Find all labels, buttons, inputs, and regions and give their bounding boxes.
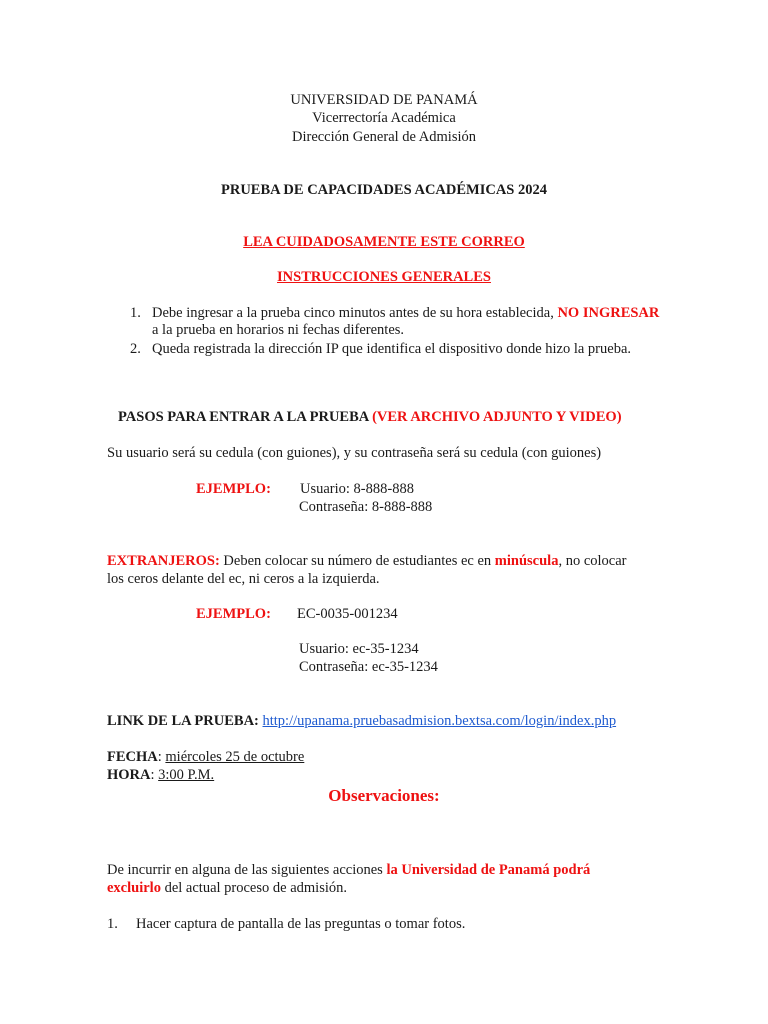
observations-line-1 (107, 862, 590, 879)
example1-contrasena: Contraseña: 8-888-888 (299, 499, 433, 515)
list-item-text: Hacer captura de pantalla de las preguntas o tomar fotos. (136, 916, 466, 932)
foreign-emphasis: minúscula (494, 553, 559, 569)
observations-text-b: del actual proceso de admisión. (164, 880, 347, 896)
test-link-line (107, 713, 616, 730)
time-label: HORA (107, 767, 151, 783)
observations-heading: Observaciones: (328, 786, 440, 805)
test-link-label: LINK DE LA PRUEBA: (107, 713, 259, 729)
steps-note: (VER ARCHIVO ADJUNTO Y VIDEO) (372, 409, 622, 425)
credentials-text: Su usuario será su cedula (con guiones), y su contraseña será su cedula (con guiones) (107, 445, 602, 461)
steps-label: PASOS PARA ENTRAR A LA PRUEBA (118, 409, 369, 425)
example2-usuario: Usuario: ec-35-1234 (299, 641, 419, 657)
observations-text-a: De incurrir en alguna de las siguientes acciones (107, 862, 383, 878)
foreign-text-a: Deben colocar su número de estudiantes ec en (223, 553, 492, 569)
test-link-url[interactable]: http://upanama.pruebasadmision.bextsa.com/login/index.php (262, 713, 617, 729)
list-item-number: 1. (107, 916, 118, 932)
vicerrectoria-name: Vicerrectoría Académica (312, 110, 456, 126)
date-label: FECHA (107, 749, 158, 765)
university-name: UNIVERSIDAD DE PANAMÁ (290, 92, 478, 108)
date-value: miércoles 25 de octubre (165, 749, 305, 765)
steps-heading (118, 409, 622, 426)
foreign-line-1 (107, 553, 627, 570)
example1-usuario: Usuario: 8-888-888 (300, 481, 414, 497)
instruction-emphasis: NO INGRESAR (557, 305, 660, 321)
observations-emphasis-b: excluirlo (107, 880, 161, 896)
example1-label: EJEMPLO: (196, 481, 271, 497)
foreign-line-2: los ceros delante del ec, ni ceros a la izquierda. (107, 571, 380, 587)
example2-label: EJEMPLO: (196, 606, 271, 622)
warning-heading: LEA CUIDADOSAMENTE ESTE CORREO (243, 234, 525, 250)
observations-emphasis-a: la Universidad de Panamá podrá (386, 862, 591, 878)
foreign-text-b: , no colocar (558, 553, 627, 569)
list-item-text (152, 305, 659, 322)
foreign-label: EXTRANJEROS: (107, 553, 220, 569)
observations-line-2 (107, 880, 347, 897)
document-title: PRUEBA DE CAPACIDADES ACADÉMICAS 2024 (220, 182, 547, 198)
instruction-text-b: a la prueba en horarios ni fechas diferentes. (152, 322, 405, 338)
example2-code: EC-0035-001234 (297, 606, 398, 622)
time-value: 3:00 P.M. (158, 767, 215, 783)
instruction-text-a: Debe ingresar a la prueba cinco minutos antes de su hora establecida, (152, 305, 554, 321)
date-line: FECHA: miércoles 25 de octubre (107, 749, 305, 765)
list-item-number: 1. (130, 305, 141, 321)
list-item-text: Queda registrada la dirección IP que identifica el dispositivo donde hizo la prueba. (152, 341, 632, 357)
example2-contrasena: Contraseña: ec-35-1234 (299, 659, 438, 675)
instructions-heading: INSTRUCCIONES GENERALES (277, 269, 491, 285)
direccion-name: Dirección General de Admisión (291, 129, 476, 145)
time-line: HORA: 3:00 P.M. (107, 767, 215, 783)
list-item-number: 2. (130, 341, 141, 357)
